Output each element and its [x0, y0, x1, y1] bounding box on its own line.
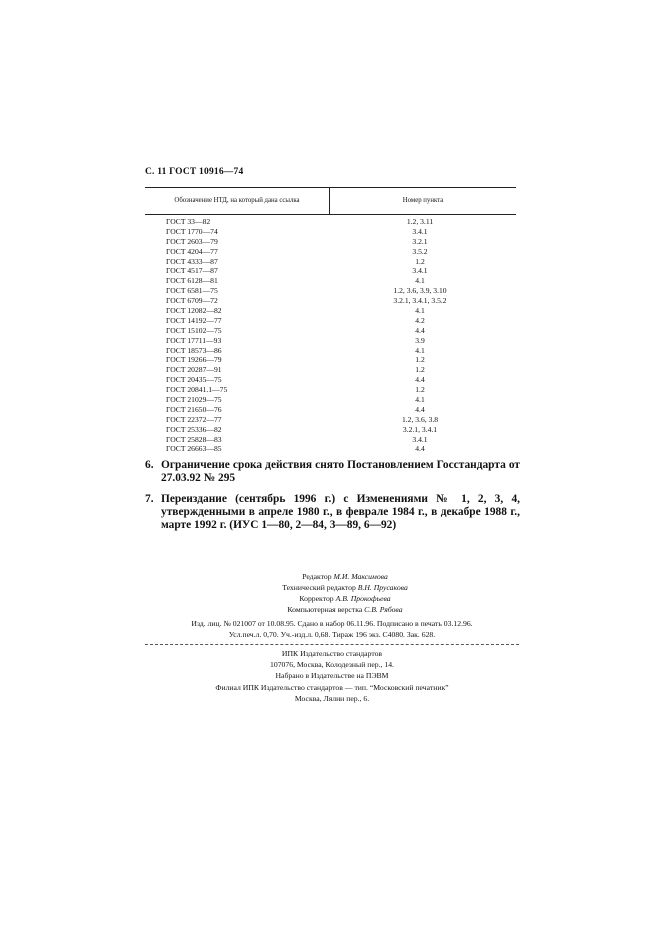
- cell-item: 1.2: [415, 385, 425, 395]
- credit-name: С.В. Рябова: [364, 605, 403, 614]
- table-row: [145, 346, 516, 356]
- credit-name: М.И. Максимова: [333, 572, 388, 581]
- cell-item: 4.1: [415, 345, 425, 355]
- credit-role: Компьютерная верстка: [287, 605, 363, 614]
- table-row: [145, 425, 516, 435]
- table-row: [145, 444, 516, 454]
- table-row: [145, 306, 516, 316]
- cell-item: 4.4: [415, 325, 425, 335]
- cell-document: ГОСТ 2603—79: [166, 236, 218, 246]
- cell-document: ГОСТ 21029—75: [166, 395, 222, 405]
- table-row: [145, 286, 516, 296]
- table-row: [145, 415, 516, 425]
- table-row: [145, 375, 516, 385]
- cell-item: 4.1: [415, 276, 425, 286]
- credit-role: Редактор: [302, 572, 332, 581]
- cell-document: ГОСТ 18573—86: [166, 345, 222, 355]
- cell-item: 1.2, 3.11: [406, 217, 434, 226]
- credit-editor: [200, 571, 490, 582]
- cell-item: 4.2: [415, 315, 425, 325]
- page-header: С. 11 ГОСТ 10916—74: [145, 167, 244, 177]
- cell-item: 1.2, 3.6, 3.9, 3.10: [393, 286, 447, 296]
- credit-name: В.Н. Прусакова: [357, 583, 408, 592]
- imprint-block: [145, 618, 519, 640]
- divider: [145, 644, 519, 645]
- cell-item: 3.2.1, 3.4.1, 3.5.2: [393, 296, 447, 306]
- table-row: [145, 365, 516, 375]
- table-row: [145, 405, 516, 415]
- cell-document: ГОСТ 12082—82: [166, 306, 222, 316]
- cell-item: 3.4.1: [412, 226, 428, 236]
- table-row: [145, 257, 516, 267]
- credit-layout: [200, 604, 490, 615]
- table-row: [145, 276, 516, 286]
- table-row: [145, 296, 516, 306]
- column-header-document: Обозначение НТД, на который дана ссылка: [145, 188, 330, 214]
- cell-item: 1.2: [415, 355, 425, 365]
- cell-document: ГОСТ 15102—75: [166, 325, 222, 335]
- cell-document: ГОСТ 17711—93: [166, 335, 222, 345]
- cell-document: ГОСТ 25828—83: [166, 434, 222, 444]
- table-row: [145, 227, 516, 237]
- cell-document: ГОСТ 4333—87: [166, 256, 218, 266]
- cell-item: 3.2.1, 3.4.1: [402, 424, 438, 434]
- cell-document: ГОСТ 22372—77: [166, 414, 222, 424]
- credit-name: А.В. Прокофьева: [335, 594, 391, 603]
- credit-tech-editor: [200, 582, 490, 593]
- publisher-line: ИПК Издательство стандартов: [281, 649, 383, 658]
- cell-item: 4.4: [415, 404, 425, 414]
- publisher-line: 107076, Москва, Колодезный пер., 14.: [270, 660, 394, 670]
- cell-document: ГОСТ 6709—72: [166, 296, 218, 306]
- table-body: [145, 215, 516, 454]
- table-row: [145, 237, 516, 247]
- cell-item: 1.2, 3.6, 3.8: [401, 414, 439, 424]
- publisher-line: Филиал ИПК Издательство стандартов — тип. “Московский печатник”: [215, 682, 449, 692]
- cell-item: 4.1: [415, 306, 425, 316]
- publisher-block: [145, 648, 519, 704]
- cell-document: ГОСТ 4517—87: [166, 266, 218, 276]
- cell-item: 1.2: [415, 365, 425, 375]
- cell-document: ГОСТ 6581—75: [166, 286, 218, 296]
- cell-document: ГОСТ 20435—75: [166, 375, 222, 385]
- cell-document: ГОСТ 19266—79: [166, 355, 222, 365]
- table-row: [145, 217, 516, 227]
- cell-item: 3.5.2: [412, 246, 428, 256]
- imprint-line: Усл.печ.л. 0,70. Уч.-изд.л. 0,68. Тираж 196 экз. С4080. Зак. 628.: [228, 630, 436, 639]
- cell-item: 1.2: [415, 256, 425, 266]
- cell-document: ГОСТ 4204—77: [166, 246, 218, 256]
- cell-item: 3.2.1: [412, 236, 428, 246]
- cell-document: ГОСТ 20287—91: [166, 365, 222, 375]
- reference-table: [145, 187, 516, 454]
- note-6: [145, 459, 520, 485]
- table-row: [145, 355, 516, 365]
- cell-item: 4.4: [415, 444, 425, 454]
- table-row: [145, 435, 516, 445]
- table-row: [145, 336, 516, 346]
- note-number: 6.: [145, 459, 154, 471]
- cell-item: 3.4.1: [412, 266, 428, 276]
- table-row: [145, 266, 516, 276]
- credits-block: [200, 571, 490, 615]
- cell-document: ГОСТ 1770—74: [166, 226, 218, 236]
- cell-document: ГОСТ 26663—85: [166, 444, 222, 454]
- note-number: 7.: [145, 493, 154, 505]
- cell-document: ГОСТ 20841.1—75: [166, 385, 228, 395]
- credit-role: Технический редактор: [282, 583, 356, 592]
- cell-document: ГОСТ 33—82: [166, 217, 211, 226]
- cell-item: 4.1: [415, 395, 425, 405]
- table-row: [145, 395, 516, 405]
- table-row: [145, 326, 516, 336]
- cell-document: ГОСТ 14192—77: [166, 315, 222, 325]
- table-row: [145, 247, 516, 257]
- cell-item: 3.4.1: [412, 434, 428, 444]
- note-text: Переиздание (сентябрь 1996 г.) с Изменениями № 1, 2, 3, 4, утвержденными в апреле 1980 г., в феврале 1984 г., в декабре 1988 г., марте 1992 г. (ИУС 1—80, 2—84, 3—89, 6—92): [161, 493, 520, 531]
- note-text: Ограничение срока действия снято Постановлением Госстандарта от 27.03.92 № 295: [161, 459, 520, 484]
- table-row: [145, 385, 516, 395]
- cell-item: 3.9: [415, 335, 425, 345]
- cell-item: 4.4: [415, 375, 425, 385]
- column-header-item: Номер пункта: [402, 197, 444, 204]
- table-header: [145, 188, 516, 214]
- credit-corrector: [200, 593, 490, 604]
- publisher-line: Москва, Лялин пер., 6.: [294, 693, 370, 703]
- publisher-line: Набрано в Издательстве на ПЭВМ: [275, 671, 389, 681]
- cell-document: ГОСТ 6128—81: [166, 276, 218, 286]
- note-7: [145, 493, 520, 532]
- table-row: [145, 316, 516, 326]
- imprint-line: Изд. лиц. № 021007 от 10.08.95. Сдано в набор 06.11.96. Подписано в печать 03.12.96.: [191, 619, 473, 628]
- credit-role: Корректор: [299, 594, 334, 603]
- cell-document: ГОСТ 25336—82: [166, 424, 222, 434]
- cell-document: ГОСТ 21650—76: [166, 404, 222, 414]
